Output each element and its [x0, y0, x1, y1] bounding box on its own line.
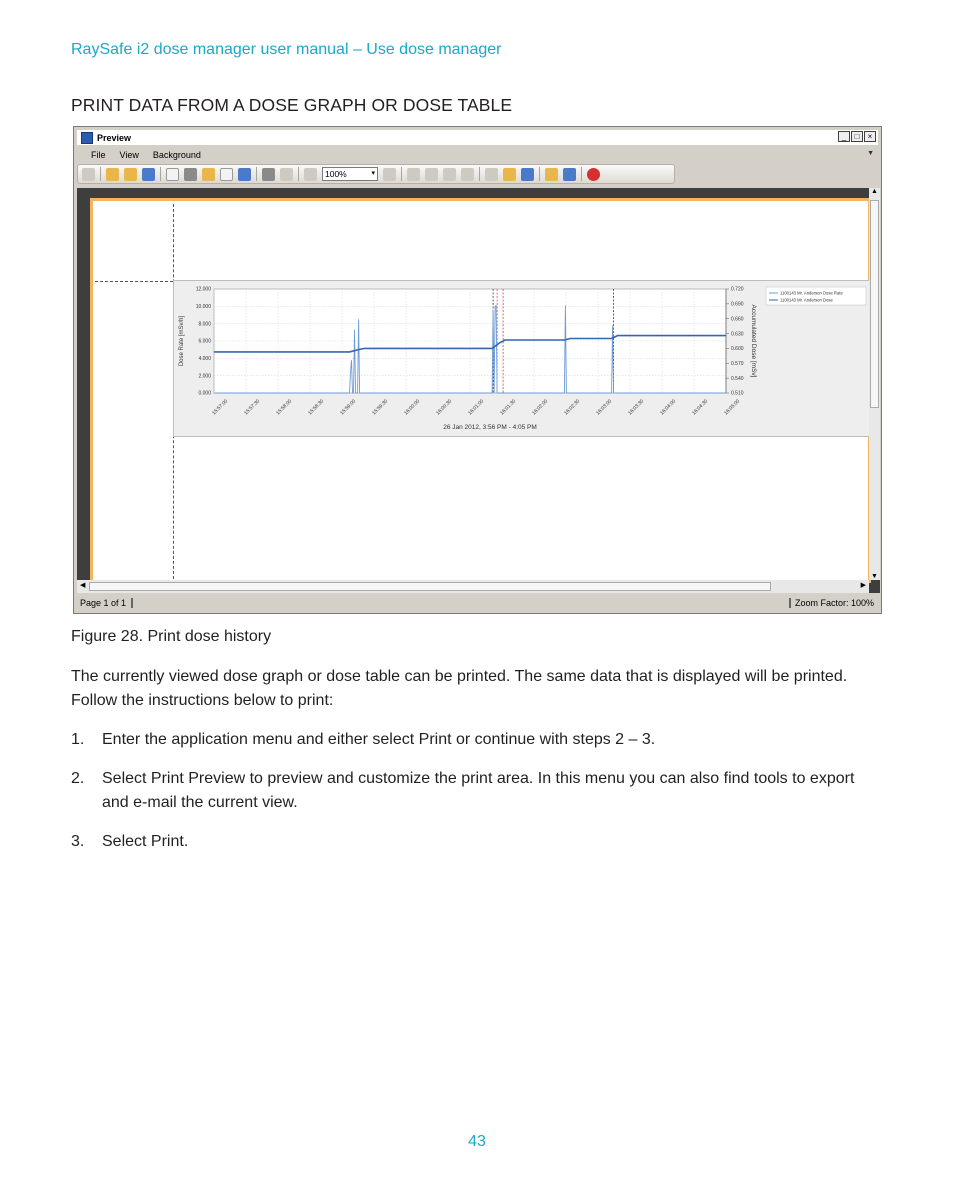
x-tick-label: 15:59:00 [339, 398, 358, 417]
running-head: RaySafe i2 dose manager user manual – Use dose manager [71, 41, 502, 58]
x-tick-label: 15:58:00 [275, 398, 294, 417]
page-indicator: Page 1 of 1 [77, 598, 133, 608]
y-tick-label: 2.000 [198, 373, 211, 380]
zoom-select[interactable]: 100% ▾ [322, 167, 378, 181]
x-tick-label: 15:57:30 [243, 398, 262, 417]
page-setup-icon[interactable] [202, 168, 215, 181]
y2-axis-label: Accumulated Dose [mSv] [750, 304, 757, 378]
zoom-in-icon[interactable] [383, 168, 396, 181]
step-text: Select Print. [102, 833, 189, 850]
page-number: 43 [468, 1133, 486, 1150]
horizontal-scroll-thumb[interactable] [89, 582, 771, 591]
horizontal-scrollbar[interactable] [77, 580, 869, 593]
find-icon[interactable] [82, 168, 95, 181]
list-item [71, 728, 883, 752]
x-tick-label: 15:57:00 [211, 398, 230, 417]
list-item [71, 767, 883, 815]
x-tick-label: 16:00:30 [435, 398, 454, 417]
margin-guide-horizontal [95, 281, 173, 282]
vertical-scroll-thumb[interactable] [870, 200, 879, 408]
x-tick-label: 15:58:30 [307, 398, 326, 417]
preview-page [90, 198, 871, 583]
x-tick-label: 16:01:30 [499, 398, 518, 417]
vertical-scrollbar[interactable] [869, 188, 880, 580]
preview-area [77, 188, 880, 593]
menu-file[interactable]: File [91, 150, 106, 160]
color-icon[interactable] [503, 168, 516, 181]
list-item [71, 830, 883, 854]
figure-caption: Figure 28. Print dose history [71, 628, 272, 645]
y2-tick-label: 0.660 [731, 316, 744, 323]
previous-page-icon[interactable] [425, 168, 438, 181]
menu-overflow-icon[interactable]: ▼ [867, 150, 874, 157]
x-tick-label: 16:02:30 [563, 398, 582, 417]
open-icon[interactable] [124, 168, 137, 181]
menu-view[interactable]: View [119, 150, 139, 160]
next-page-icon[interactable] [443, 168, 456, 181]
print-icon[interactable] [166, 168, 179, 181]
y-tick-label: 0.000 [198, 390, 211, 397]
y2-tick-label: 0.690 [731, 301, 744, 308]
menu-bar [77, 147, 878, 163]
email-icon[interactable] [563, 168, 576, 181]
menu-background[interactable]: Background [152, 150, 201, 160]
y2-tick-label: 0.720 [731, 286, 744, 293]
y2-tick-label: 0.570 [731, 360, 744, 367]
x-tick-label: 16:04:30 [691, 398, 710, 417]
x-axis-label: 26 Jan 2012, 3:56 PM - 4:05 PM [443, 424, 537, 431]
y-tick-label: 10.000 [195, 304, 211, 311]
title-bar [77, 130, 878, 145]
scroll-down-icon[interactable]: ▼ [871, 573, 878, 580]
minimize-icon[interactable]: _ [838, 131, 850, 142]
y-tick-label: 4.000 [198, 356, 211, 363]
watermark-icon[interactable] [521, 168, 534, 181]
status-bar [77, 595, 880, 611]
x-tick-label: 16:02:00 [531, 398, 550, 417]
step-text: Select Print Preview to preview and customize the print area. In this menu you can also find tools to export and e-mail the current view. [102, 770, 855, 811]
quick-print-icon[interactable] [184, 168, 197, 181]
last-page-icon[interactable] [461, 168, 474, 181]
x-tick-label: 16:03:00 [595, 398, 614, 417]
legend-label: 1100143 Mr. Anderson Dose [780, 297, 833, 303]
y2-tick-label: 0.600 [731, 346, 744, 353]
customize-icon[interactable] [106, 168, 119, 181]
y2-tick-label: 0.630 [731, 331, 744, 338]
legend-label: 1100143 Mr. Anderson Dose Rate [780, 290, 843, 296]
toolbar [77, 164, 675, 184]
scroll-right-icon[interactable]: ▶ [860, 582, 866, 589]
multiple-pages-icon[interactable] [485, 168, 498, 181]
scroll-up-icon[interactable]: ▲ [871, 188, 878, 195]
y-axis-label: Dose Rate [mSv/h] [179, 315, 185, 367]
app-icon [81, 132, 93, 144]
x-tick-label: 16:01:00 [467, 398, 486, 417]
close-icon[interactable]: × [864, 131, 876, 142]
y-tick-label: 6.000 [198, 338, 211, 345]
y-tick-label: 8.000 [198, 321, 211, 328]
x-tick-label: 16:04:00 [659, 398, 678, 417]
scroll-left-icon[interactable]: ◀ [80, 582, 86, 589]
x-tick-label: 16:05:00 [723, 398, 742, 417]
x-tick-label: 16:03:30 [627, 398, 646, 417]
window-title: Preview [97, 132, 132, 143]
y-tick-label: 12.000 [195, 286, 211, 293]
maximize-icon[interactable]: □ [851, 131, 863, 142]
hand-tool-icon[interactable] [262, 168, 275, 181]
scale-icon[interactable] [238, 168, 251, 181]
intro-paragraph: The currently viewed dose graph or dose table can be printed. The same data that is displayed will be printed. Follow the instructions below to print: [71, 668, 848, 709]
header-footer-icon[interactable] [220, 168, 233, 181]
export-icon[interactable] [545, 168, 558, 181]
step-number: 1. [71, 731, 85, 748]
first-page-icon[interactable] [407, 168, 420, 181]
dose-graph-svg [174, 281, 873, 438]
step-text: Enter the application menu and either select Print or continue with steps 2 – 3. [102, 731, 656, 748]
x-tick-label: 16:00:00 [403, 398, 422, 417]
save-icon[interactable] [142, 168, 155, 181]
y2-tick-label: 0.540 [731, 375, 744, 382]
step-number: 2. [71, 770, 85, 787]
section-title: PRINT DATA FROM A DOSE GRAPH OR DOSE TABLE [71, 95, 513, 115]
close-preview-icon[interactable] [587, 168, 600, 181]
step-number: 3. [71, 833, 85, 850]
x-tick-label: 15:59:30 [371, 398, 390, 417]
zoom-factor: Zoom Factor: 100% [789, 598, 874, 608]
dose-graph [173, 280, 872, 437]
y2-tick-label: 0.510 [731, 390, 744, 397]
magnifier-icon[interactable] [280, 168, 293, 181]
zoom-out-icon[interactable] [304, 168, 317, 181]
preview-window [73, 126, 882, 614]
